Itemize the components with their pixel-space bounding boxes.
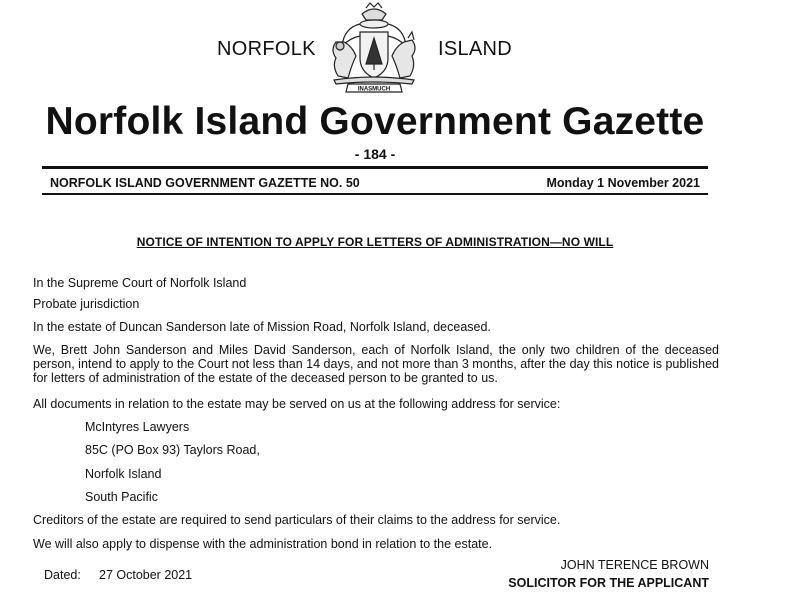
creditors-line: Creditors of the estate are required to send particulars of their claims to the address for service.: [33, 513, 561, 527]
gazette-date: Monday 1 November 2021: [546, 176, 700, 190]
address-line-3: Norfolk Island: [85, 467, 162, 481]
jurisdiction-line: Probate jurisdiction: [33, 297, 140, 311]
intention-paragraph: We, Brett John Sanderson and Miles David Sanderson, each of Norfolk Island, the only two children of the deceased person, intend to apply to the Court not less than 14 days, and not more than 3 months, after the day this notice is published for letters of administration of the estate of the deceased person to be granted to us.: [33, 343, 719, 385]
bottom-rule: [42, 193, 708, 195]
dated-value: 27 October 2021: [99, 568, 193, 582]
gazette-info-bar: [50, 176, 700, 190]
estate-line: In the estate of Duncan Sanderson late of Mission Road, Norfolk Island, deceased.: [33, 320, 491, 334]
header-right-word: ISLAND: [438, 38, 513, 60]
page-number: - 184 -: [354, 146, 396, 162]
court-line: In the Supreme Court of Norfolk Island: [33, 276, 247, 290]
gazette-title: Norfolk Island Government Gazette: [45, 100, 705, 143]
header-left-word: NORFOLK: [217, 38, 316, 60]
service-line: All documents in relation to the estate may be served on us at the following address for service:: [33, 397, 561, 411]
dated-label: Dated:: [44, 568, 81, 582]
notice-title: NOTICE OF INTENTION TO APPLY FOR LETTERS OF ADMINISTRATION—NO WILL: [136, 235, 614, 249]
crest-motto: INASMUCH: [357, 86, 391, 93]
address-line-4: South Pacific: [85, 490, 158, 504]
address-line-2: 85C (PO Box 93) Taylors Road,: [85, 443, 260, 457]
gazette-number: NORFOLK ISLAND GOVERNMENT GAZETTE NO. 50: [50, 176, 360, 190]
signatory-name: JOHN TERENCE BROWN: [560, 558, 709, 572]
top-rule: [42, 166, 708, 169]
address-line-1: McIntyres Lawyers: [85, 420, 190, 434]
signatory-role: SOLICITOR FOR THE APPLICANT: [508, 576, 709, 590]
coat-of-arms-icon: [322, 2, 426, 94]
bond-line: We will also apply to dispense with the administration bond in relation to the estate.: [33, 537, 493, 551]
